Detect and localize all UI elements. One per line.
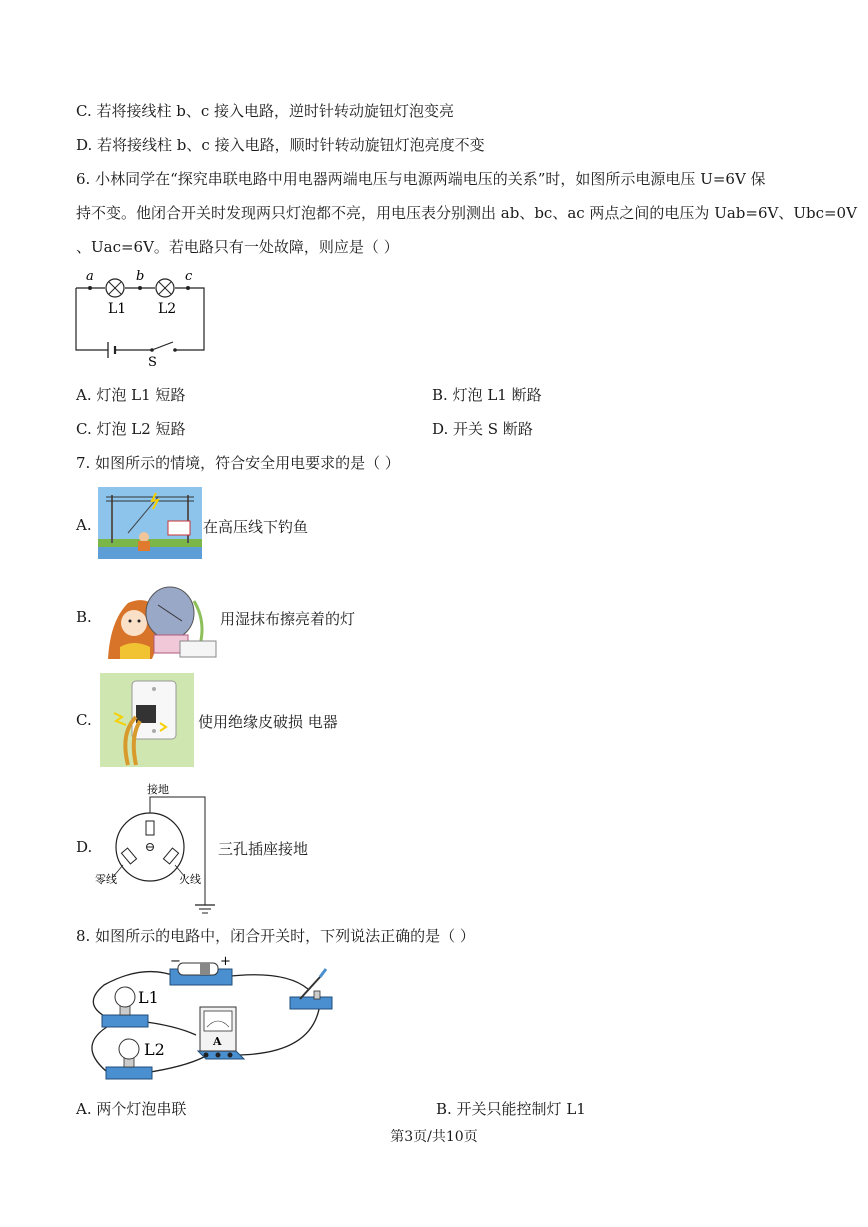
q7-stem: 7. 如图所示的情境，符合安全用电要求的是（ ） [76, 454, 400, 472]
lamp-l1-symbol [106, 279, 124, 297]
label-a: a [86, 269, 94, 284]
lamp-l2-label: L2 [144, 1040, 165, 1059]
q7-option-a-caption: 在高压线下钓鱼 [203, 518, 309, 536]
q6-option-d: D. 开关 S 断路 [432, 420, 533, 438]
three-hole-socket-diagram [95, 779, 215, 915]
lamp-l2-symbol [156, 279, 174, 297]
damaged-cord-plug-picture [100, 673, 194, 767]
wet-cloth-on-lamp-picture [106, 581, 218, 659]
label-l2: L2 [158, 301, 177, 317]
page-footer: 第3页/共10页 [390, 1129, 478, 1145]
lamp-l1-label: L1 [138, 988, 159, 1007]
q6-option-b: B. 灯泡 L1 断路 [432, 386, 542, 404]
q6-option-a: A. 灯泡 L1 短路 [76, 386, 186, 404]
q7-option-b-caption: 用湿抹布擦亮着的灯 [220, 610, 356, 628]
q8-option-a: A. 两个灯泡串联 [76, 1100, 187, 1118]
label-b: b [136, 269, 145, 284]
q8-option-b: B. 开关只能控制灯 L1 [436, 1100, 586, 1118]
socket-ground-label: 接地 [147, 783, 169, 796]
socket-neutral-label: 零线 [95, 873, 117, 886]
label-l1: L1 [108, 301, 127, 317]
q7-option-b-letter: B. [76, 608, 92, 626]
battery-plus: + [220, 955, 231, 969]
label-c: c [185, 269, 193, 284]
q6-stem-line2: 持不变。他闭合开关时发现两只灯泡都不亮，用电压表分别测出 ab、bc、ac 两点之间的电压为 Uab=6V、Ubc=0V [76, 204, 857, 222]
q7-option-a-letter: A. [76, 516, 92, 534]
fishing-under-power-line-picture [98, 487, 202, 559]
q8-stem: 8. 如图所示的电路中，闭合开关时，下列说法正确的是（ ） [76, 927, 475, 945]
socket-live-label: 火线 [179, 873, 201, 886]
battery-minus: − [170, 955, 181, 969]
q7-option-d-letter: D. [76, 838, 93, 856]
q5-option-d: D. 若将接线柱 b、c 接入电路，顺时针转动旋钮灯泡亮度不变 [76, 136, 485, 154]
q6-option-c: C. 灯泡 L2 短路 [76, 420, 186, 438]
q8-circuit-picture [74, 955, 338, 1087]
q7-option-d-caption: 三孔插座接地 [218, 840, 309, 858]
q7-option-c-caption: 使用绝缘皮破损 电器 [198, 713, 338, 731]
q6-stem-line3: 、Uac=6V。若电路只有一处故障，则应是（ ） [76, 238, 399, 256]
q7-option-c-letter: C. [76, 711, 92, 729]
q6-circuit-diagram [70, 268, 215, 368]
ammeter-label: A [213, 1035, 222, 1048]
q6-stem-line1: 6. 小林同学在“探究串联电路中用电器两端电压与电源两端电压的关系”时，如图所示电源电压 U=6V 保 [76, 170, 766, 188]
label-s: S [148, 355, 157, 368]
q5-option-c: C. 若将接线柱 b、c 接入电路，逆时针转动旋钮灯泡变亮 [76, 102, 455, 120]
switch-blade [152, 342, 173, 350]
